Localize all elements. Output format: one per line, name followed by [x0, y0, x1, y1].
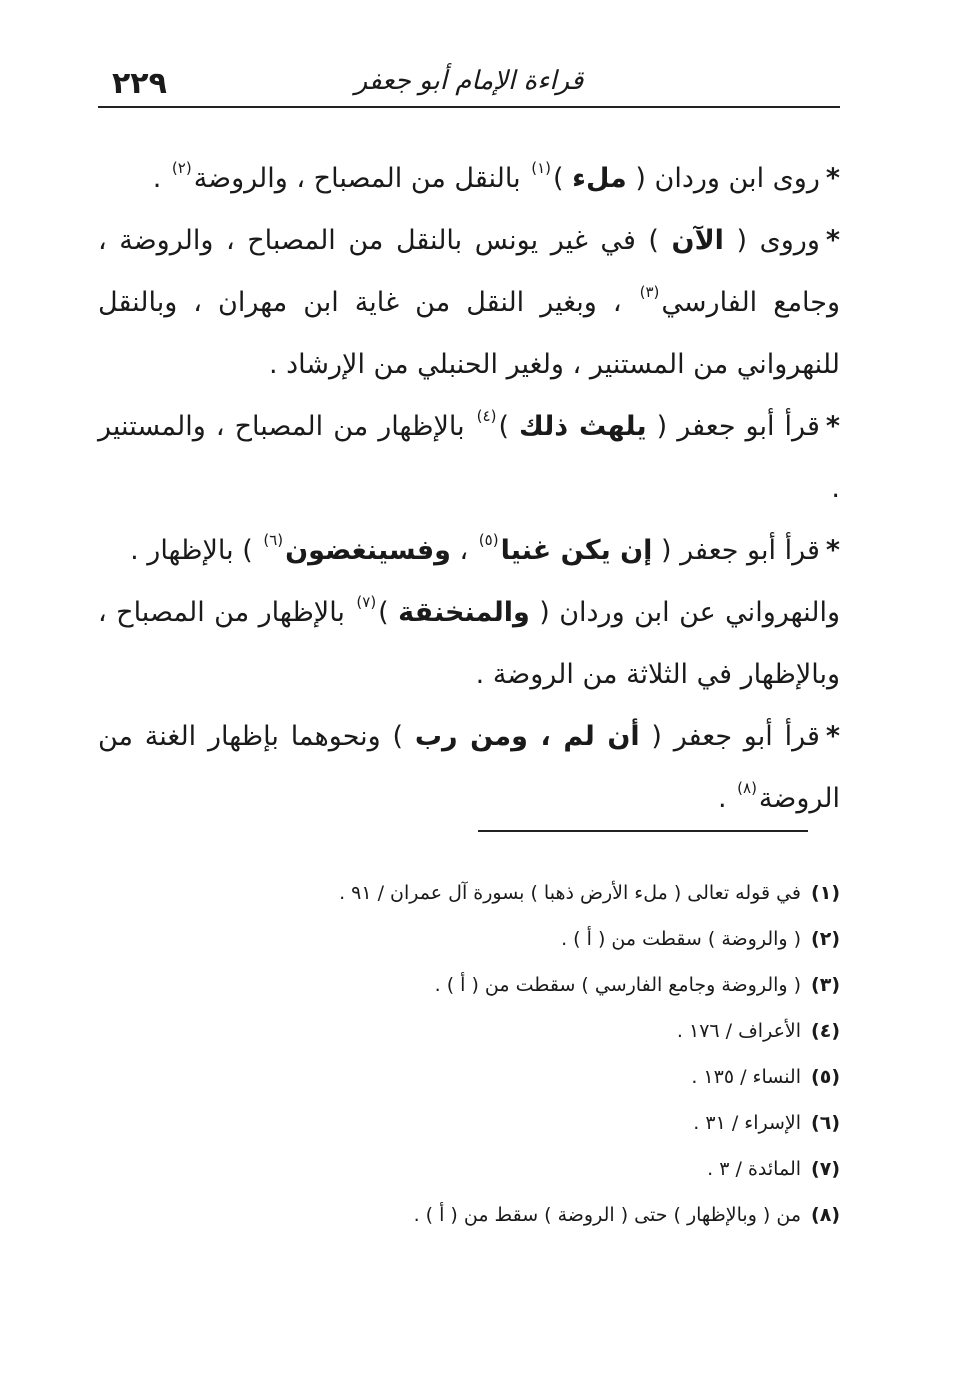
asterisk-marker: * [825, 163, 840, 194]
paragraph-3 [98, 396, 840, 520]
footnote-text: من ( وبالإظهار ) حتى ( الروضة ) سقط من ( أ ) . [413, 1204, 802, 1226]
footnote-ref: (٨) [737, 779, 757, 797]
text-run: بالإظهار من المصباح ، والمستنير . [98, 411, 840, 504]
page-header [98, 60, 840, 108]
asterisk-marker: * [825, 535, 840, 566]
footnote-number: (٢) [811, 928, 840, 950]
quranic-word: والمنخنقة [398, 597, 530, 628]
text-run: قرأ أبو جعفر ( [651, 721, 820, 752]
footnote-separator [478, 830, 808, 832]
footnote-item [98, 1054, 840, 1100]
text-run: ) [553, 163, 564, 194]
footnote-text: ( والروضة وجامع الفارسي ) سقطت من ( أ ) . [434, 974, 802, 996]
text-run: ، [450, 535, 477, 566]
text-run: . [717, 783, 736, 814]
footnote-item [98, 916, 840, 962]
quranic-word: وفسينغضون [285, 535, 451, 566]
text-run: ، وبغير النقل من غاية ابن مهران ، وبالنقل للنهرواني من المستنير ، ولغير الحنبلي من الإرشاد . [98, 287, 840, 380]
footnote-item [98, 1192, 840, 1238]
footnote-number: (٧) [811, 1158, 840, 1180]
text-run: بالنقل من المصباح ، والروضة [193, 163, 530, 194]
footnote-number: (١) [811, 882, 840, 904]
text-run: قرأ أبو جعفر ( [656, 411, 820, 442]
footnote-number: (٦) [811, 1112, 840, 1134]
text-run: ) [378, 597, 389, 628]
footnote-ref: (١) [531, 159, 552, 177]
header-rule [98, 106, 840, 108]
paragraph-2 [98, 210, 840, 396]
footnotes [98, 870, 840, 1238]
quranic-word: يلهث ذلك [519, 411, 647, 442]
quranic-word: ملء [572, 163, 627, 194]
footnote-number: (٤) [811, 1020, 840, 1042]
asterisk-marker: * [825, 721, 840, 752]
quranic-word: الآن [671, 225, 724, 256]
footnote-number: (٥) [811, 1066, 840, 1088]
footnote-text: الإسراء / ٣١ . [693, 1112, 802, 1134]
text-run: وروى ( [736, 225, 820, 256]
quranic-word: إن يكن غنيا [500, 535, 653, 566]
text-run: ) في غير يونس بالنقل من المصباح ، والروضة ، وجامع الفارسي [98, 225, 841, 318]
text-run: والنهرواني عن ابن وردان ( [539, 597, 840, 628]
page-number: ٢٢٩ [112, 66, 167, 101]
quranic-word: أن لم ، ومن رب [414, 721, 640, 752]
footnote-ref: (٣) [639, 283, 660, 301]
footnote-item [98, 1146, 840, 1192]
footnote-item [98, 962, 840, 1008]
text-run: ) ونحوهما بإظهار الغنة من الروضة [98, 721, 840, 814]
text-run: . [152, 163, 170, 194]
footnote-number: (٨) [811, 1204, 840, 1226]
footnote-item [98, 1008, 840, 1054]
main-text [98, 148, 840, 830]
paragraph-4 [98, 520, 840, 582]
footnote-text: في قوله تعالى ( ملء الأرض ذهبا ) بسورة آل عمران / ٩١ . [339, 882, 802, 904]
footnote-text: ( والروضة ) سقطت من ( أ ) . [561, 928, 802, 950]
footnote-ref: (٢) [171, 159, 192, 177]
paragraph-1 [98, 148, 840, 210]
footnote-ref: (٦) [263, 531, 284, 549]
text-run: ) بالإظهار . [130, 535, 262, 566]
running-title: قراءة الإمام أبو جعفر [354, 66, 584, 96]
paragraph-5 [98, 582, 840, 706]
paragraph-6 [98, 706, 840, 830]
footnote-text: الأعراف / ١٧٦ . [676, 1020, 802, 1042]
asterisk-marker: * [825, 411, 840, 442]
text-run: روى ابن وردان ( [635, 163, 820, 194]
footnote-item [98, 870, 840, 916]
text-run: ) [498, 411, 509, 442]
footnote-text: المائدة / ٣ . [707, 1158, 802, 1180]
footnote-text: النساء / ١٣٥ . [691, 1066, 802, 1088]
asterisk-marker: * [825, 225, 840, 256]
footnote-ref: (٥) [478, 531, 499, 549]
footnote-item [98, 1100, 840, 1146]
footnote-ref: (٤) [476, 407, 497, 425]
footnote-ref: (٧) [356, 593, 377, 611]
text-run: قرأ أبو جعفر ( [661, 535, 820, 566]
text-run: بالإظهار من المصباح ، وبالإظهار في الثلاثة من الروضة . [98, 597, 840, 690]
footnote-number: (٣) [811, 974, 840, 996]
